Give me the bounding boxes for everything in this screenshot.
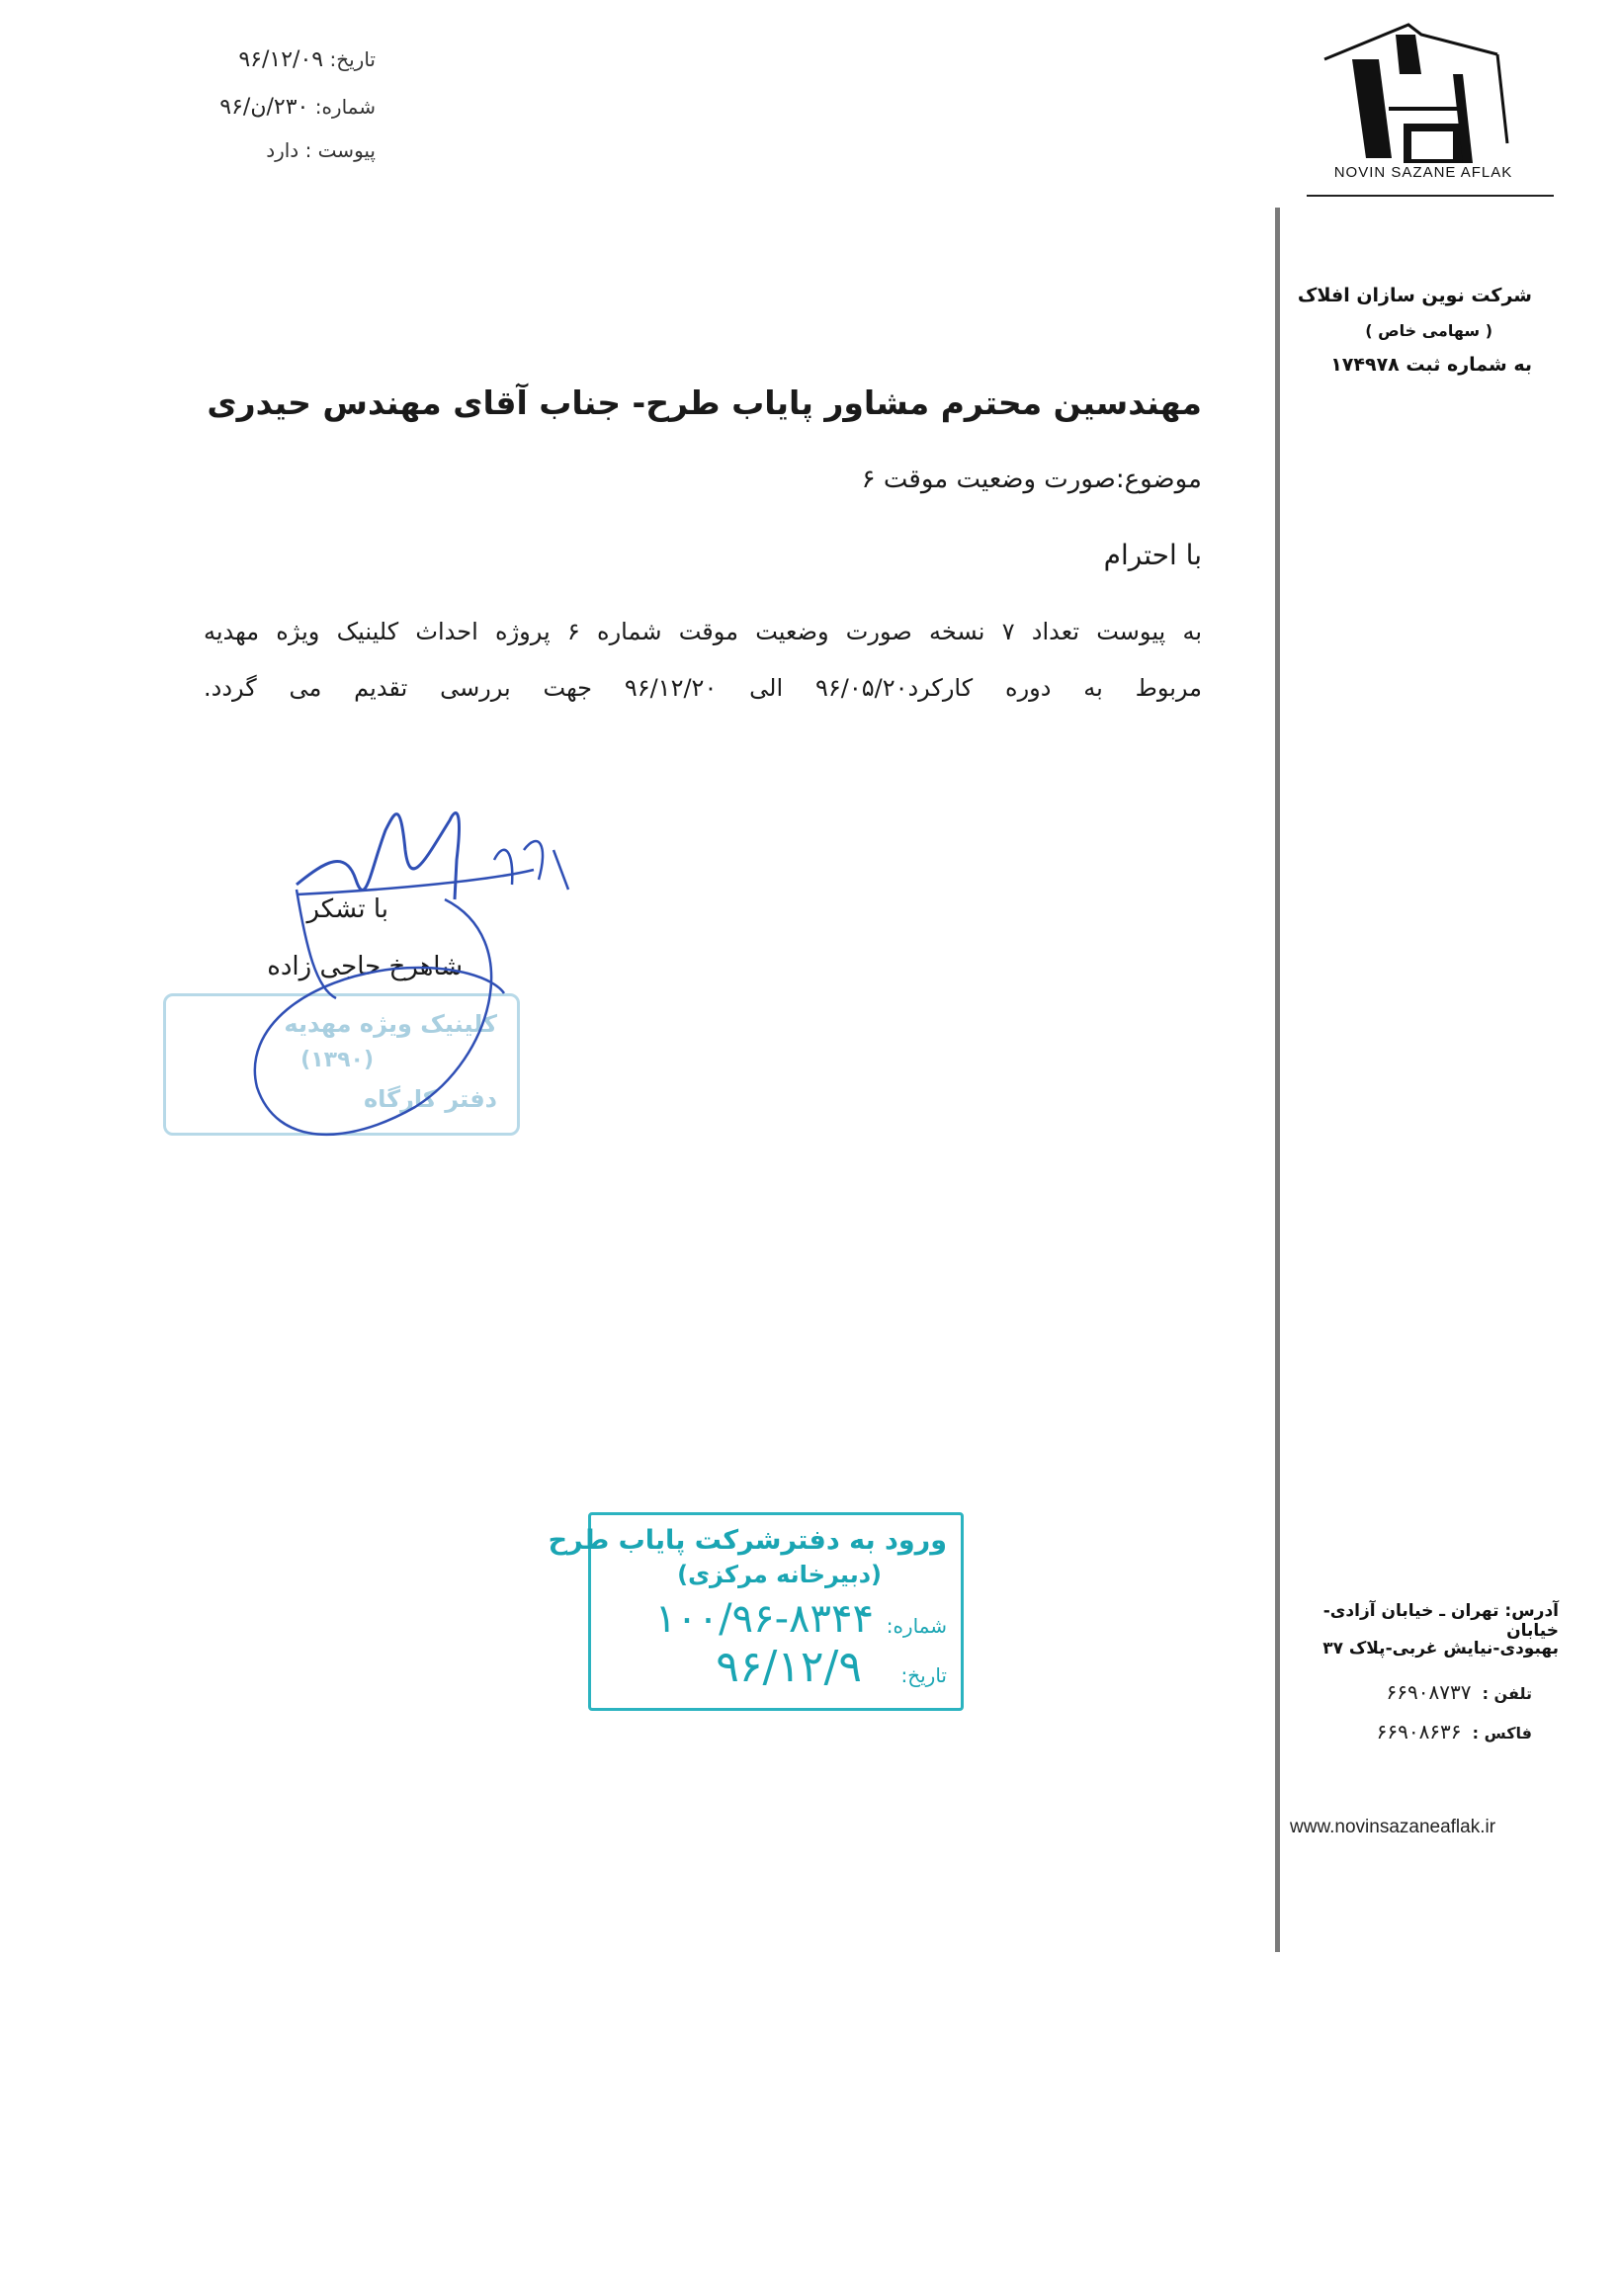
greeting: با احترام bbox=[1103, 539, 1202, 571]
recipient-line: مهندسین محترم مشاور پایاب طرح- جناب آقای مهندس حیدری bbox=[207, 383, 1202, 422]
received-stamp-title: ورود به دفترشرکت پایاب طرح bbox=[548, 1525, 947, 1556]
signature bbox=[198, 791, 593, 1206]
phone-number-1: ۶۶۹۰۸۷۳۷ bbox=[1386, 1680, 1472, 1704]
closing-line: با تشکر bbox=[306, 894, 388, 924]
site-stamp-line-3: دفتر کارگاه bbox=[363, 1085, 497, 1113]
date-label: تاریخ: bbox=[329, 47, 376, 71]
logo-text: NOVIN SAZANE AFLAK bbox=[1333, 164, 1513, 181]
date-row bbox=[238, 49, 376, 71]
number-row bbox=[219, 97, 376, 119]
received-stamp-subtitle: (دبیرخانه مرکزی) bbox=[677, 1561, 882, 1588]
phone-label: تلفن : bbox=[1482, 1684, 1532, 1703]
number-label: شماره: bbox=[314, 95, 376, 119]
date-value: ۹۶/۱۲/۰۹ bbox=[238, 47, 324, 72]
letter-meta bbox=[148, 49, 376, 168]
number-value: ۲۳۰/ن/۹۶ bbox=[219, 95, 309, 120]
vertical-divider bbox=[1275, 208, 1280, 1952]
phone-number-2: ۶۶۹۰۸۶۳۶ bbox=[1376, 1720, 1462, 1743]
received-number-value: ۱۰۰/۹۶-۸۳۴۴ bbox=[654, 1596, 874, 1642]
body-line-2: مربوط به دوره کارکرد۹۶/۰۵/۲۰ الی ۹۶/۱۲/۲۰ جهت بررسی تقدیم می گردد. bbox=[204, 674, 1202, 702]
received-date-label: تاریخ: bbox=[900, 1663, 947, 1687]
company-registration: به شماره ثبت ۱۷۴۹۷۸ bbox=[1330, 354, 1532, 376]
company-name: شرکت نوین سازان افلاک bbox=[1297, 285, 1532, 306]
fax-row bbox=[1285, 1720, 1532, 1743]
received-stamp bbox=[548, 1512, 964, 1711]
fax-label: فاکس : bbox=[1472, 1724, 1532, 1743]
address-line-1: آدرس: تهران ـ خیابان آزادی-خیابان bbox=[1322, 1601, 1559, 1641]
address-line-2: بهبودی-نیایش غربی-پلاک ۳۷ bbox=[1322, 1639, 1559, 1658]
company-type: ( سهامی خاص ) bbox=[1365, 321, 1492, 340]
site-stamp-line-2: (۱۳۹۰) bbox=[300, 1048, 374, 1072]
header-rule bbox=[1307, 195, 1554, 197]
website: www.novinsazaneaflak.ir bbox=[1290, 1817, 1496, 1837]
attachment-row: پیوست : دارد bbox=[266, 138, 376, 162]
received-date-value: ۹۶/۱۲/۹ bbox=[716, 1642, 862, 1692]
signer-name: شاهرخ حاجی زاده bbox=[267, 952, 463, 981]
phone-row bbox=[1285, 1680, 1532, 1704]
received-number-label: شماره: bbox=[886, 1614, 947, 1638]
body-line-1: به پیوست تعداد ۷ نسخه صورت وضعیت موقت شماره ۶ پروژه احداث کلینیک ویژه مهدیه bbox=[204, 618, 1203, 645]
subject-line: موضوع:صورت وضعیت موقت ۶ bbox=[861, 465, 1202, 494]
site-stamp-line-1: کلینیک ویژه مهدیه bbox=[284, 1010, 497, 1038]
